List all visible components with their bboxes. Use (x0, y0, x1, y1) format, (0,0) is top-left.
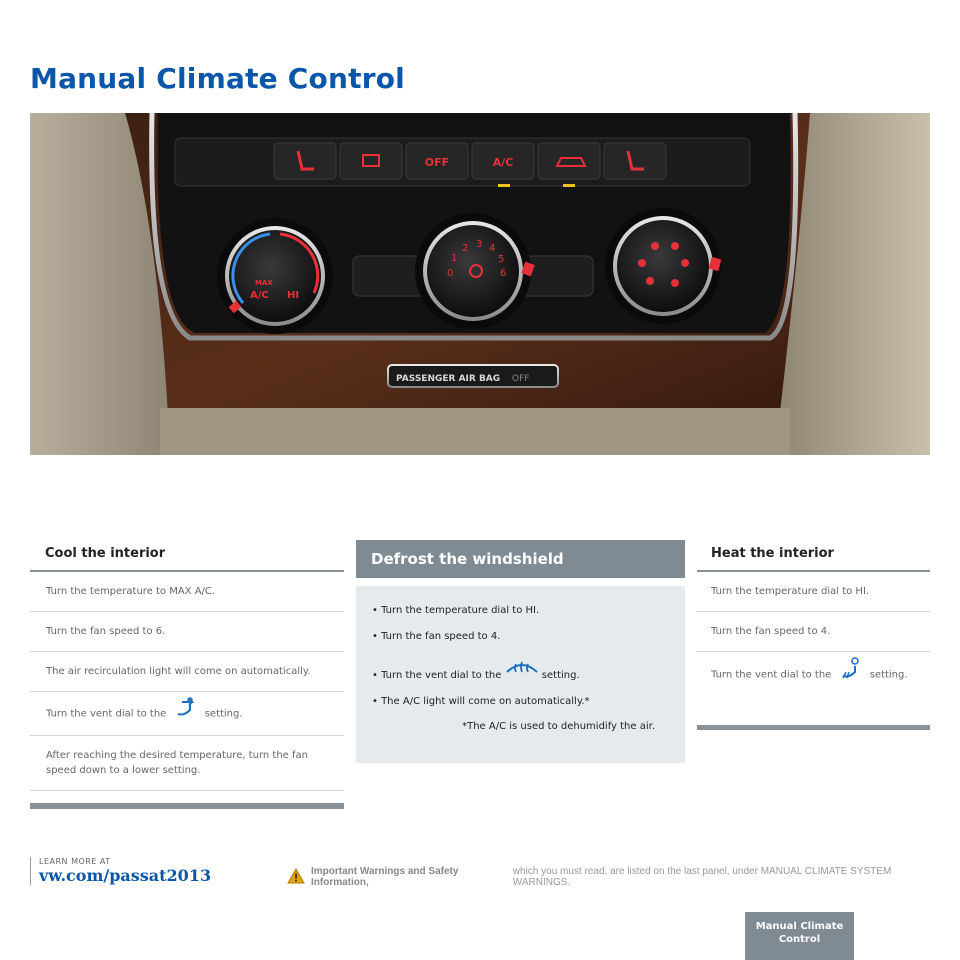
fan-number-3: 3 (476, 239, 483, 250)
ac-label: A/C (250, 290, 269, 301)
defrost-heading: Defrost the windshield (356, 540, 685, 578)
heat-step: Turn the fan speed to 4. (697, 612, 930, 652)
heat-interior-section (697, 540, 930, 730)
hi-label: HI (287, 290, 300, 301)
cool-step: Turn the fan speed to 6. (30, 612, 344, 652)
website-link[interactable]: vw.com/passat2013 (39, 866, 212, 885)
heat-vent-before: Turn the vent dial to the (711, 669, 832, 681)
off-button-label: OFF (424, 156, 450, 169)
defrost-bullet-vent (372, 656, 669, 683)
cool-step: Turn the temperature to MAX A/C. (30, 572, 344, 612)
heat-footer-bar (697, 725, 930, 730)
page-title: Manual Climate Control (30, 62, 405, 95)
defrost-vent-before: • Turn the vent dial to the (372, 670, 502, 681)
cool-vent-after: setting. (204, 708, 243, 720)
climate-panel-illustration (30, 113, 930, 455)
ac-button-label: A/C (492, 156, 514, 169)
warning-bold-text: Important Warnings and Safety Information, (311, 866, 459, 888)
passenger-airbag-indicator (388, 365, 558, 387)
vent-face-icon (174, 696, 198, 723)
heat-step-vent (697, 652, 930, 697)
cool-interior-section (30, 540, 344, 809)
learn-more-label: LEARN MORE AT (39, 857, 111, 866)
vent-dial (605, 208, 721, 324)
airbag-off-label: OFF (512, 374, 530, 384)
section-tab[interactable]: Manual Climate Control (745, 912, 854, 960)
fan-number-5: 5 (498, 254, 505, 265)
defrost-body (356, 586, 685, 763)
heat-heading: Heat the interior (697, 540, 930, 572)
fan-number-4: 4 (489, 243, 496, 254)
defrost-bullet: • Turn the fan speed to 4. (372, 631, 501, 642)
warning-text: which you must read, are listed on the last panel, under MANUAL CLIMATE SYSTEM WARNINGS. (512, 866, 892, 888)
defrost-vent-after: setting. (541, 670, 580, 681)
cool-heading: Cool the interior (30, 540, 344, 572)
fan-number-1: 1 (451, 253, 458, 264)
heat-step: Turn the temperature dial to HI. (697, 572, 930, 612)
defrost-bullet: • Turn the temperature dial to HI. (372, 605, 540, 616)
cool-step-vent (30, 692, 344, 736)
learn-more (30, 857, 211, 885)
cool-step: The air recirculation light will come on automatically. (30, 652, 344, 692)
cool-step: After reaching the desired temperature, turn the fan speed down to a lower setting. (30, 736, 344, 791)
cool-footer-bar (30, 803, 344, 809)
defrost-note: *The A/C is used to dehumidify the air. (462, 721, 655, 732)
cool-vent-before: Turn the vent dial to the (46, 708, 167, 720)
fan-number-0: 0 (447, 268, 454, 279)
safety-warning (287, 866, 930, 888)
heat-vent-after: setting. (869, 669, 908, 681)
max-label: MAX (255, 279, 273, 287)
defrost-section (356, 540, 685, 763)
airbag-label: PASSENGER AIR BAG (396, 374, 501, 384)
defrost-bullet: • The A/C light will come on automatically.* (372, 696, 590, 707)
fan-number-2: 2 (462, 243, 469, 254)
windshield-defrost-icon (505, 670, 542, 681)
fan-number-6: 6 (500, 268, 507, 279)
climate-control-photo (30, 113, 930, 455)
vent-floor-defrost-icon (839, 656, 863, 685)
warning-triangle-icon (287, 868, 305, 887)
temperature-dial (217, 218, 333, 334)
